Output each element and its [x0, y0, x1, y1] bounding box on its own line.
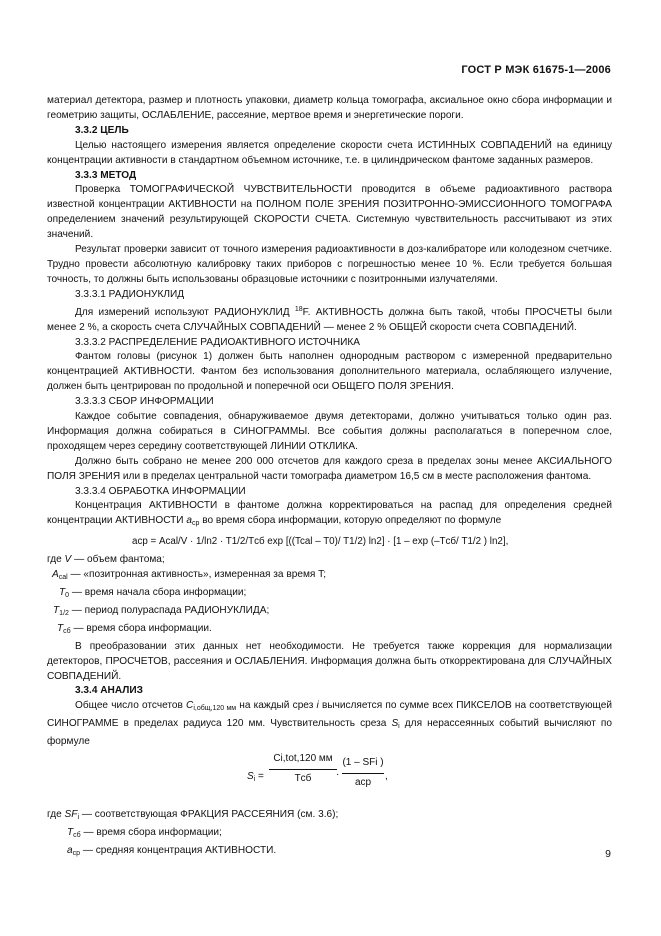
paragraph-analysis: [47, 699, 612, 750]
heading-3-3-3-3: 3.3.3.3 СБОР ИНФОРМАЦИИ: [75, 396, 214, 408]
heading-3-3-3-1: 3.3.3.1 РАДИОНУКЛИД: [75, 288, 185, 300]
fraction-bar: [342, 773, 384, 774]
text-span: вычисляется по сумме всех ПИКСЕЛОВ на соответствующей СИНОГРАММЕ в пределах радиуса 120 мм. Чувствительность среза: [47, 700, 612, 730]
def-symbol: T: [67, 826, 74, 838]
def-text: — период полураспада РАДИОНУКЛИДА;: [68, 604, 270, 616]
paragraph-collection-b: Должно быть собрано не менее 200 000 отсчетов для каждого среза в пределах зоны менее АКСИАЛЬНОГО ПОЛЯ ЗРЕНИЯ или в пределах центральной части томографа диаметром 16,5 см в месте расположения фантома.: [47, 455, 612, 482]
definition-item: [47, 604, 612, 622]
heading-3-3-3: 3.3.3 МЕТОД: [75, 169, 137, 181]
def-subscript: 1/2: [59, 609, 69, 617]
definition-item: [47, 622, 612, 640]
formula-equals: =: [255, 771, 264, 783]
formula-sensitivity: [47, 752, 612, 806]
text-span: на каждый срез: [236, 700, 317, 712]
def-symbol: T: [59, 587, 66, 598]
paragraph-method-a: Проверка ТОМОГРАФИЧЕСКОЙ ЧУВСТВИТЕЛЬНОСТИ проводится в объеме радиоактивного раствора известной концентрации АКТИВНОСТИ на ПОЛНОМ ПОЛЕ ЗРЕНИЯ ПОЗИТРОННО-ЭМИССИОННОГО ТОМОГРАФА определением значений результирующей СКОРОСТИ СЧЕТА. Системную чувствительность рассчитывают из этих значений.: [47, 184, 612, 241]
paragraph-radionuclide: [47, 303, 612, 336]
def-text: — время сбора информации.: [70, 622, 212, 634]
heading-3-3-2: 3.3.2 ЦЕЛЬ: [75, 124, 129, 136]
def-symbol: A: [52, 569, 59, 581]
definition-item: [47, 553, 612, 568]
def-symbol: T: [57, 622, 64, 634]
definition-item: [47, 844, 612, 862]
fraction-denominator: Tсб: [294, 772, 312, 784]
definitions-list-1: [47, 553, 612, 640]
def-text: — средняя концентрация АКТИВНОСТИ.: [80, 844, 277, 856]
fraction-numerator: (1 – SFi ): [342, 757, 384, 769]
subscript: i,общ,120 мм: [193, 705, 237, 713]
definition-item: [47, 808, 612, 826]
def-subscript: cal: [58, 574, 68, 582]
formula-average-concentration: aср = Acal/V · 1/ln2 · T1/2/Tсб exp [((Tcal – T0)/ T1/2) ln2] · [1 – exp (–Tсб/ T1/2 ) ln2],: [132, 536, 509, 548]
definitions-list-2: [47, 808, 612, 862]
text-span: во время сбора информации, которую определяют по формуле: [199, 515, 502, 527]
def-symbol: a: [67, 844, 73, 856]
symbol: C: [186, 700, 194, 712]
multiply-dot: ·: [336, 769, 340, 781]
heading-3-3-3-2: 3.3.3.2 РАСПРЕДЕЛЕНИЕ РАДИОАКТИВНОГО ИСТОЧНИКА: [75, 336, 360, 348]
symbol: S: [391, 718, 399, 730]
def-symbol: V: [64, 554, 72, 566]
paragraph-processing: [47, 499, 612, 532]
def-subscript: сб: [63, 627, 71, 635]
paragraph-goal: Целью настоящего измерения является определение скорости счета ИСТИННЫХ СОВПАДЕНИЙ на единицу концентрации активности в стандартном объемном источнике, т.е. в цилиндрическом фантоме заданных размеров.: [47, 139, 612, 166]
paragraph-after-definitions: В преобразовании этих данных нет необходимости. Не требуется также коррекция для нормализации детекторов, ПРОСЧЕТОВ, рассеяния и ОСЛАБЛЕНИЯ. Информация должна быть откорректирована для СЛУЧАЙНЫХ СОВПАДЕНИЙ.: [47, 640, 612, 682]
def-subscript: 0: [65, 592, 70, 599]
paragraph-collection-a: Каждое событие совпадения, обнаруживаемое двумя детекторами, должно учитываться только один раз. Информация должна собираться в СИНОГРАММЫ. Все события должны располагаться в поперечном слое, проходящем через середину соответствующей ЛИНИИ ОТКЛИКА.: [47, 411, 612, 452]
document-header: ГОСТ Р МЭК 61675-1—2006: [461, 64, 611, 76]
text-span: для нерассеянных событий вычисляют по формуле: [47, 718, 612, 748]
subscript: i: [398, 723, 400, 731]
def-text: — «позитронная активность», измеренная за время T;: [67, 569, 326, 581]
paragraph-method-b: Результат проверки зависит от точного измерения радиоактивности в доз-калибраторе или колодезном счетчике. Трудно провести абсолютную калибровку таких приборов с погрешностью менее 10 %. Если требуется большая точность, то должны быть использованы образцовые источники с позитронными излучателями.: [47, 244, 612, 285]
fraction-bar: [269, 769, 337, 770]
heading-3-3-3-4: 3.3.3.4 ОБРАБОТКА ИНФОРМАЦИИ: [75, 485, 246, 497]
subscript: ср: [192, 520, 200, 528]
document-body: [47, 94, 612, 862]
symbol: a: [186, 515, 192, 527]
paragraph-distribution: Фантом головы (рисунок 1) должен быть наполнен однородным раствором с измеренной предварительно концентрацией АКТИВНОСТИ. Фантом без использования дополнительного материала, ослабляющего излучение, должен быть центрирован по продольной и поперечной оси ОБЩЕГО ПОЛЯ ЗРЕНИЯ.: [47, 351, 612, 393]
symbol: i: [316, 700, 319, 712]
def-subscript: сб: [73, 831, 81, 839]
text-span: Общее число отсчетов: [75, 700, 187, 712]
fraction-numerator: Ci,tot,120 мм: [273, 753, 333, 765]
formula-symbol: S: [247, 771, 254, 783]
def-subscript: ср: [72, 849, 81, 857]
definition-item: [47, 586, 612, 604]
def-text: — время сбора информации;: [80, 826, 222, 838]
formula-subscript: i: [253, 776, 256, 784]
def-symbol: SF: [64, 809, 78, 821]
definition-item: [47, 568, 612, 586]
fraction-denominator: aср: [354, 776, 372, 788]
def-symbol: T: [53, 604, 60, 616]
def-subscript: i: [77, 814, 80, 822]
page-number: 9: [605, 848, 611, 860]
where-label: где: [47, 809, 65, 821]
where-label: где: [47, 554, 65, 566]
formula-comma: ,: [385, 771, 388, 783]
fraction-1: [269, 752, 340, 787]
text-span: F. АКТИВНОСТЬ должна быть такой, чтобы ПРОСЧЕТЫ были менее 2 %, а скорость счета СЛУЧАЙНЫХ СОВПАДЕНИЙ — менее 2 % ОБЩЕЙ скорости счета СОВПАДЕНИЙ.: [47, 306, 612, 333]
def-text: — время начала сбора информации;: [69, 587, 247, 598]
paragraph-intro: материал детектора, размер и плотность упаковки, диаметр кольца томографа, аксиальное окно сбора информации и геометрию защиты, ОСЛАБЛЕНИЕ, рассеяние, мертвое время и энергетические пороги.: [47, 95, 612, 121]
superscript: 18: [294, 305, 303, 313]
formula-lhs: [247, 770, 264, 788]
heading-3-3-4: 3.3.4 АНАЛИЗ: [75, 685, 143, 697]
fraction-2: [342, 756, 384, 791]
def-text: — объем фантома;: [71, 554, 165, 566]
def-text: — соответствующая ФРАКЦИЯ РАССЕЯНИЯ (см. 3.6);: [79, 809, 339, 821]
definition-item: [47, 826, 612, 844]
text-span: Концентрация АКТИВНОСТИ в фантоме должна корректироваться на распад для определения средней концентрации АКТИВНОСТИ: [47, 500, 612, 527]
text-span: Для измерений используют РАДИОНУКЛИД: [75, 306, 295, 318]
